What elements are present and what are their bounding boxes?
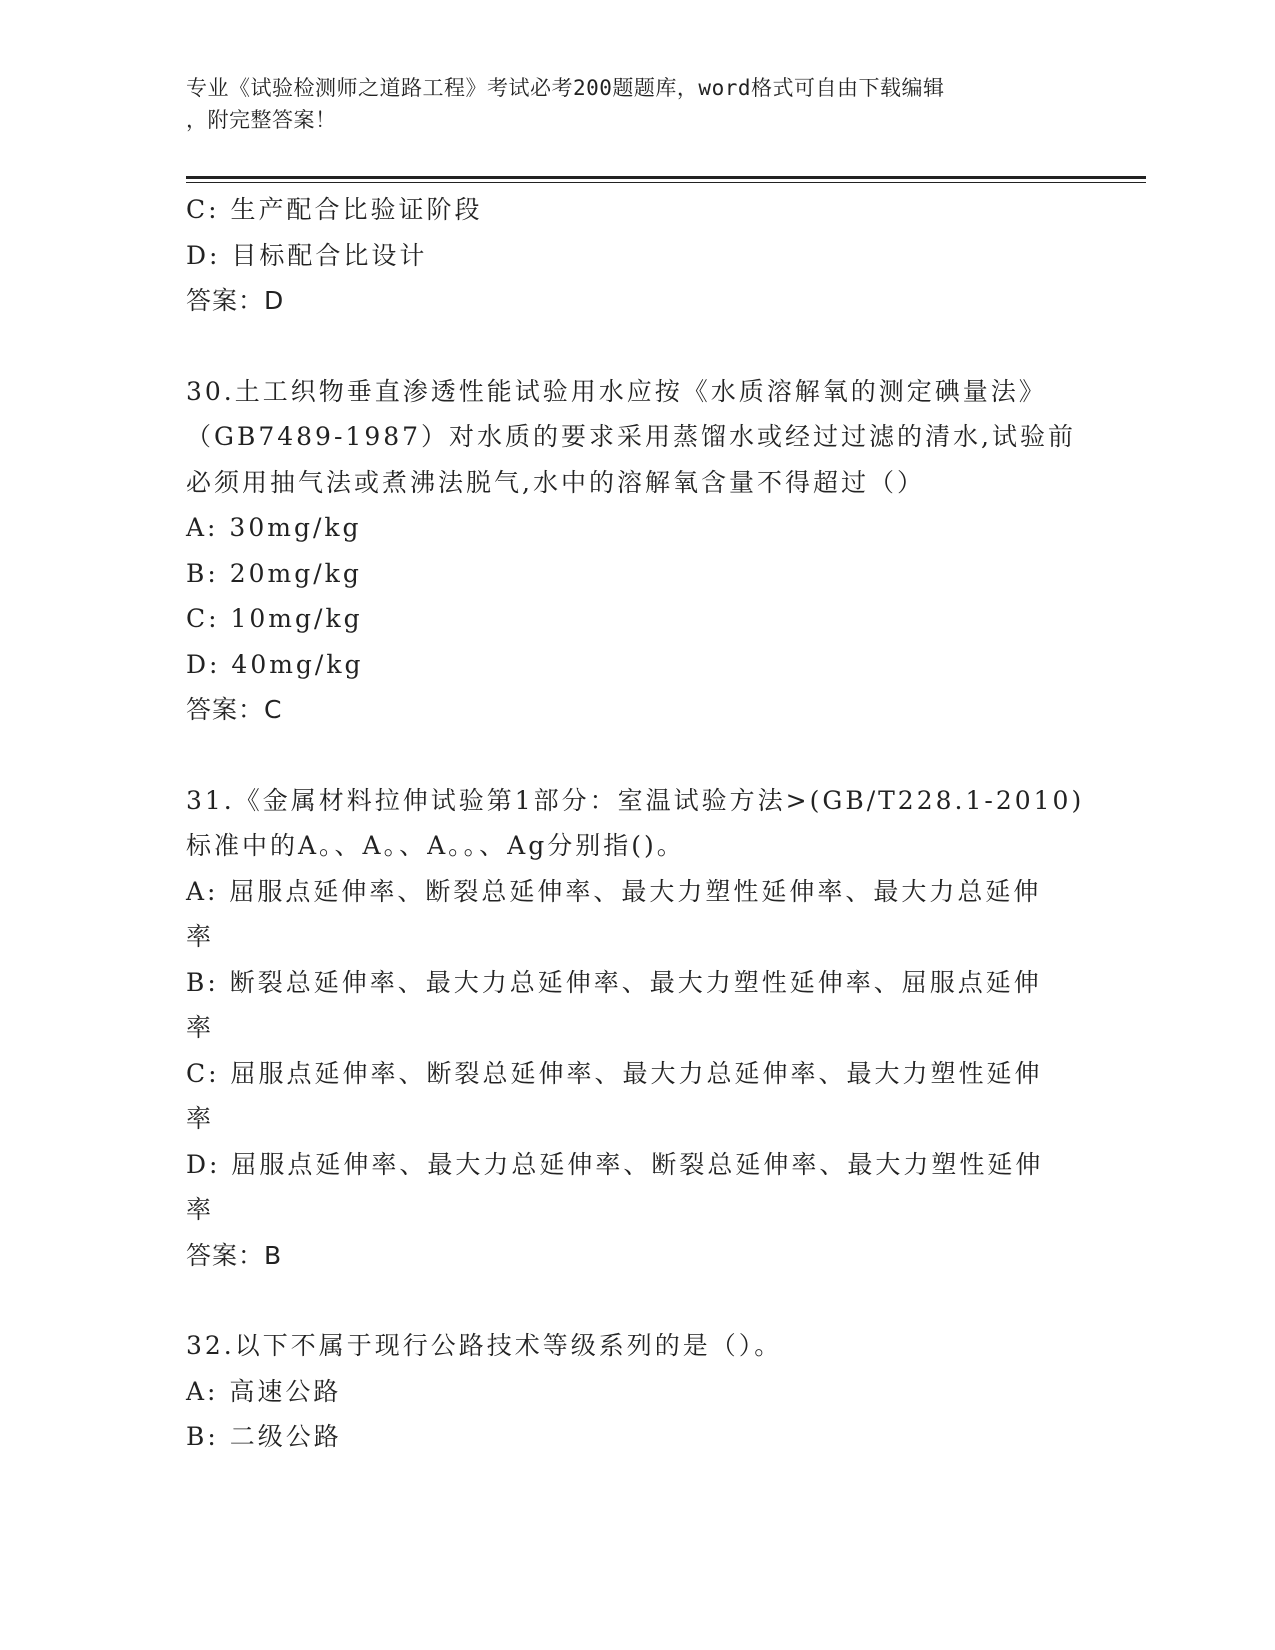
question-stem-line: 32.以下不属于现行公路技术等级系列的是（）。 <box>186 1331 783 1360</box>
question-stem-line: 标准中的A。、A。、A。。、Ag分别指()。 <box>186 831 685 860</box>
option-b: B: 20mg/kg <box>186 558 362 588</box>
option-d: D: 40mg/kg <box>186 649 364 679</box>
option-b: B: 二级公路 <box>186 1422 342 1451</box>
question-stem-line: （GB7489-1987）对水质的要求采用蒸馏水或经过过滤的清水,试验前 <box>186 422 1076 451</box>
document-header <box>186 72 1066 136</box>
option-c-continued: 率 <box>186 1104 215 1133</box>
option-a: A: 高速公路 <box>186 1376 342 1406</box>
option-c: C: 屈服点延伸率、断裂总延伸率、最大力总延伸率、最大力塑性延伸 <box>186 1058 1043 1088</box>
option-a: A: 30mg/kg <box>186 513 362 542</box>
question-30 <box>186 369 1086 733</box>
question-stem-line: 30.土工织物垂直渗透性能试验用水应按《水质溶解氧的测定碘量法》 <box>186 376 1047 406</box>
option-b-continued: 率 <box>186 1013 215 1042</box>
question-31 <box>186 778 1086 1279</box>
answer: 答案：B <box>186 1240 283 1270</box>
prev-question-block <box>186 187 1086 324</box>
question-stem-line: 31.《金属材料拉伸试验第1部分：室温试验方法>(GB/T228.1-2010) <box>186 785 1085 815</box>
option-d: D: 目标配合比设计 <box>186 240 428 270</box>
option-a: A: 屈服点延伸率、断裂总延伸率、最大力塑性延伸率、最大力总延伸 <box>186 876 1042 906</box>
option-c: C: 生产配合比验证阶段 <box>186 195 483 224</box>
header-rule-thin <box>186 182 1146 183</box>
question-content <box>186 187 1086 1460</box>
header-rule-thick <box>186 176 1146 179</box>
option-c: C: 10mg/kg <box>186 604 363 633</box>
option-d-continued: 率 <box>186 1195 215 1224</box>
answer: 答案：D <box>186 286 285 315</box>
option-b: B: 断裂总延伸率、最大力总延伸率、最大力塑性延伸率、屈服点延伸 <box>186 967 1042 997</box>
option-d: D: 屈服点延伸率、最大力总延伸率、断裂总延伸率、最大力塑性延伸 <box>186 1149 1044 1179</box>
question-stem-line: 必须用抽气法或煮沸法脱气,水中的溶解氧含量不得超过（） <box>186 467 925 497</box>
question-32 <box>186 1323 1086 1460</box>
header-title-line2: ，附完整答案！ <box>186 108 337 132</box>
answer: 答案：C <box>186 695 283 724</box>
option-a-continued: 率 <box>186 922 215 951</box>
header-title-line1: 专业《试验检测师之道路工程》考试必考200题题库，word格式可自由下载编辑 <box>186 76 945 100</box>
